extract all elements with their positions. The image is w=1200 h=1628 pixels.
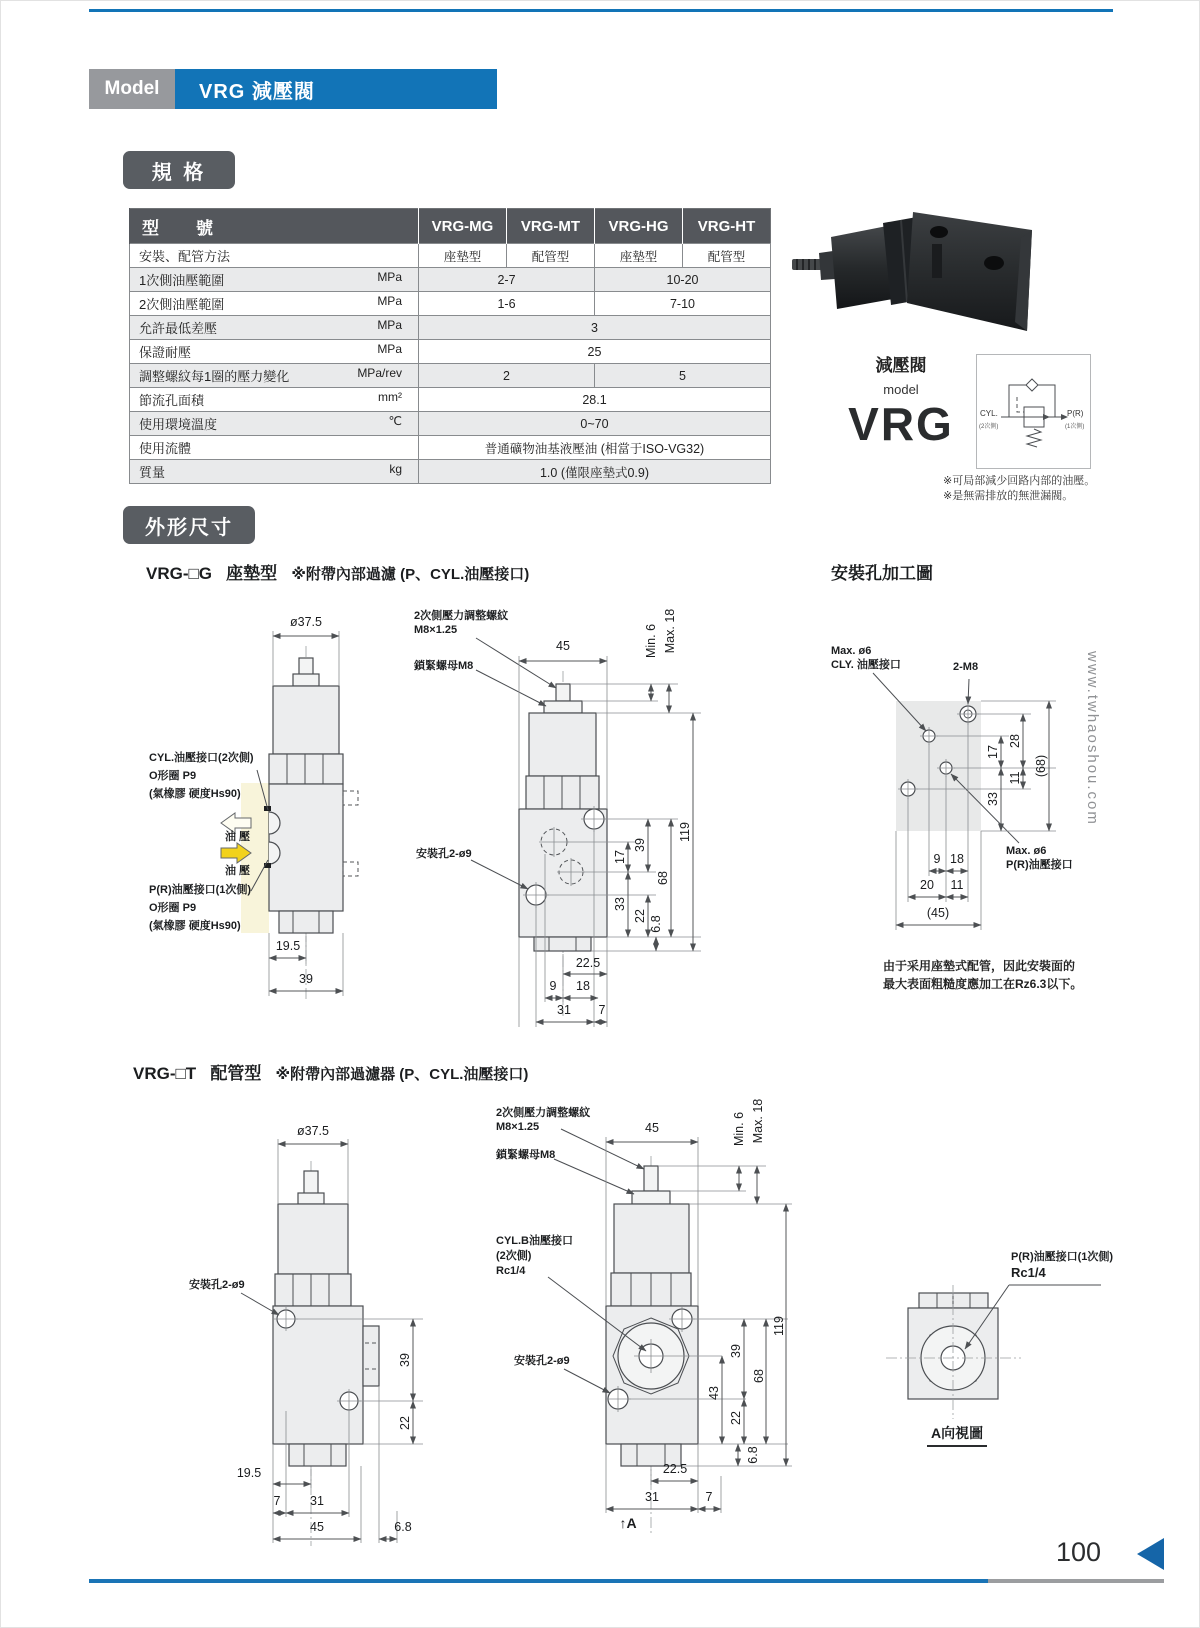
g-front-dim-18: 18 (576, 979, 590, 993)
g-left-diagram (141, 586, 421, 1026)
a-view-thread-label: Rc1/4 (1011, 1265, 1046, 1280)
t-left-dia-dim: ø37.5 (297, 1124, 329, 1138)
spec-header-model-col: 型 號 (130, 209, 419, 244)
product-note-1: ※可局部減少回路内部的油壓。 (943, 475, 1096, 487)
g-front-dim-7: 7 (598, 1003, 606, 1017)
t-front-dim-22: 22 (729, 1411, 743, 1425)
mount-dim-20: 20 (920, 878, 934, 892)
model-tag: Model (89, 69, 175, 109)
a-view-pr-port-label: P(R)油壓接口(1次側) (1011, 1251, 1114, 1263)
mount-dim-11: 11 (1008, 771, 1022, 785)
t-left-dim-39: 39 (398, 1353, 412, 1367)
table-row: 安裝、配管方法 座墊型 配管型 座墊型 配管型 (130, 244, 771, 268)
g-front-dim-max18: Max. 18 (663, 608, 677, 654)
table-row: 使用環境溫度 ℃ 0~70 (130, 412, 771, 436)
a-view-diagram (861, 1241, 1141, 1461)
g-left-oil-in-label: 油 壓 (225, 865, 251, 877)
g-front-dim-33: 33 (613, 897, 627, 911)
spec-badge: 規 格 (123, 151, 235, 189)
t-front-view-a-arrow: ↑A (619, 1515, 637, 1531)
g-left-dia-dim: ø37.5 (290, 615, 322, 629)
mount-2m8-label: 2-M8 (953, 661, 979, 673)
mount-note (883, 957, 1082, 993)
table-row: 調整螺紋每1圈的壓力變化 MPa/rev 2 5 (130, 364, 771, 388)
product-note-2: ※是無需排放的無泄漏閥。 (943, 490, 1074, 502)
t-left-diagram (171, 1081, 431, 1561)
t-front-locknut-label: 鎖緊螺母M8 (496, 1149, 556, 1161)
mount-note-line2: 最大表面粗糙度應加工在Rz6.3以下。 (883, 977, 1083, 991)
g-front-dim-68: 68 (656, 871, 670, 885)
product-model-word: model (883, 382, 919, 397)
t-left-dim-7: 7 (273, 1494, 281, 1508)
g-front-adjust-thread-size: M8×1.25 (414, 624, 458, 636)
g-front-dim-9: 9 (549, 979, 557, 993)
g-front-dim-31: 31 (557, 1003, 571, 1017)
page-number: 100 (1056, 1537, 1102, 1567)
g-left-oil-out-label: 油 壓 (225, 831, 251, 843)
symbol-cyl-label: CYL. (980, 409, 998, 418)
t-front-dim-45: 45 (645, 1121, 659, 1135)
t-left-dim-19-5: 19.5 (236, 1466, 262, 1480)
t-front-dim-22-5: 22.5 (662, 1462, 688, 1476)
t-front-dim-119: 119 (772, 1316, 786, 1336)
mount-dim-18: 18 (950, 852, 964, 866)
t-front-dim-39: 39 (729, 1344, 743, 1358)
g-front-dim-119: 119 (678, 822, 692, 842)
table-row: 使用流體 普通礦物油基液壓油 (相當于ISO-VG32) (130, 436, 771, 460)
g-left-oring2-material-label: (氣橡膠 硬度Hs90) (149, 920, 241, 932)
website-url: www.twhaoshou.com (1084, 651, 1101, 826)
mount-dim-68: (68) (1034, 754, 1048, 778)
t-front-dim-7: 7 (705, 1490, 713, 1504)
mount-pr-max-label: Max. ø6 (1006, 845, 1047, 857)
mount-pr-port-label: P(R)油壓接口 (1006, 859, 1073, 871)
g-front-locknut-label: 鎖緊螺母M8 (414, 660, 474, 672)
g-left-oring1-material-label: (氣橡膠 硬度Hs90) (149, 788, 241, 800)
g-title-type: 座墊型 (226, 564, 278, 583)
g-left-oring2-label: O形圈 P9 (149, 902, 197, 914)
g-section-title (146, 559, 529, 584)
t-front-dim-43: 43 (707, 1386, 721, 1400)
table-row: 2次側油壓範圍 MPa 1-6 7-10 (130, 292, 771, 316)
table-row: 1次側油壓範圍 MPa 2-7 10-20 (130, 268, 771, 292)
t-title-note: ※附帶內部過濾器 (P、CYL.油壓接口) (275, 1066, 529, 1083)
g-front-dim-17: 17 (613, 850, 627, 864)
g-left-drawing (141, 586, 421, 1026)
t-front-dim-max18: Max. 18 (751, 1098, 765, 1144)
g-front-dim-45: 45 (556, 639, 570, 653)
symbol-pr-sub: (1次側) (1065, 424, 1085, 430)
g-left-dim-19-5: 19.5 (275, 939, 301, 953)
product-model-code: VRG (848, 398, 954, 450)
g-left-dim-39: 39 (299, 972, 313, 986)
t-left-dim-45: 45 (310, 1520, 324, 1534)
t-left-dim-31: 31 (310, 1494, 324, 1508)
t-front-cylb-thread-label: Rc1/4 (496, 1265, 526, 1277)
mount-note-line1: 由于采用座墊式配管，因此安裝面的 (883, 959, 1076, 973)
table-row: 允許最低差壓 MPa 3 (130, 316, 771, 340)
t-title-model: VRG-□T (133, 1064, 197, 1083)
product-photo (789, 199, 1044, 349)
g-left-pr-port-label: P(R)油壓接口(1次側) (149, 884, 252, 896)
bottom-rule-blue (89, 1579, 988, 1583)
g-front-diagram (406, 586, 706, 1031)
top-rule (89, 9, 1113, 12)
spec-header-vrg-mt: VRG-MT (507, 209, 595, 244)
spec-header-row (130, 209, 771, 244)
a-view-caption: A向視圖 (927, 1423, 987, 1447)
g-front-dim-22: 22 (633, 909, 647, 923)
dimensions-badge: 外形尺寸 (123, 506, 255, 544)
product-id-block (831, 351, 971, 450)
t-front-cylb-port-label: CYL.B油壓接口 (496, 1235, 573, 1247)
g-left-oring1-label: O形圈 P9 (149, 770, 197, 782)
mount-dim-45: (45) (926, 906, 950, 920)
table-row: 節流孔面積 mm² 28.1 (130, 388, 771, 412)
spec-header-vrg-mg: VRG-MG (419, 209, 507, 244)
spec-table (129, 208, 771, 484)
page-title: VRG 減壓閥 (175, 69, 497, 109)
t-left-mount-hole-label: 安裝孔2-ø9 (189, 1279, 245, 1291)
mount-dim-9: 9 (933, 852, 941, 866)
t-front-mount-hole-label: 安裝孔2-ø9 (514, 1355, 570, 1367)
mount-dim-11b: 11 (950, 878, 964, 892)
t-front-adjust-thread-size: M8×1.25 (496, 1121, 540, 1133)
table-row: 質量 kg 1.0 (僅限座墊式0.9) (130, 460, 771, 484)
mount-dim-28: 28 (1008, 734, 1022, 748)
table-row: 保證耐壓 MPa 25 (130, 340, 771, 364)
t-left-drawing (171, 1081, 431, 1561)
g-front-dim-6-8: 6.8 (649, 915, 663, 933)
t-front-dim-31: 31 (645, 1490, 659, 1504)
t-front-diagram (476, 1081, 796, 1551)
mount-dim-33: 33 (986, 792, 1000, 806)
page-corner-triangle-icon (1137, 1538, 1164, 1570)
g-front-dim-min6: Min. 6 (644, 623, 658, 659)
t-left-dim-6-8: 6.8 (394, 1520, 412, 1534)
spec-header-vrg-hg: VRG-HG (595, 209, 683, 244)
mount-dim-17: 17 (986, 745, 1000, 759)
mount-cly-max-label: Max. ø6 (831, 645, 872, 657)
g-title-note: ※附帶內部過濾 (P、CYL.油壓接口) (291, 566, 530, 583)
spec-header-vrg-ht: VRG-HT (683, 209, 771, 244)
g-front-dim-39: 39 (633, 838, 647, 852)
hydraulic-symbol-box (976, 354, 1091, 469)
t-front-cylb-side-label: (2次側) (496, 1250, 532, 1262)
t-front-dim-68: 68 (752, 1369, 766, 1383)
mount-cly-port-label: CLY. 油壓接口 (831, 659, 901, 671)
g-front-dim-22-5: 22.5 (575, 956, 601, 970)
mount-diagram-title: 安裝孔加工圖 (831, 564, 933, 583)
t-left-dim-22: 22 (398, 1416, 412, 1430)
g-title-model: VRG-□G (146, 564, 212, 583)
t-front-dim-6-8: 6.8 (746, 1446, 760, 1464)
bottom-rule-gray (988, 1579, 1164, 1583)
symbol-cyl-sub: (2次側) (979, 424, 999, 430)
a-view-drawing (861, 1241, 1141, 1461)
t-front-dim-min6: Min. 6 (732, 1111, 746, 1147)
symbol-pr-label: P(R) (1067, 409, 1084, 418)
g-left-cyl-port-label: CYL.油壓接口(2次側) (149, 752, 254, 764)
product-name: 減壓閥 (875, 356, 927, 375)
g-front-mount-hole-label: 安裝孔2-ø9 (416, 848, 472, 860)
g-front-adjust-thread-label: 2次側壓力調整螺紋 (414, 610, 509, 622)
t-title-type: 配管型 (210, 1064, 262, 1083)
t-front-adjust-thread-label: 2次側壓力調整螺紋 (496, 1107, 591, 1119)
